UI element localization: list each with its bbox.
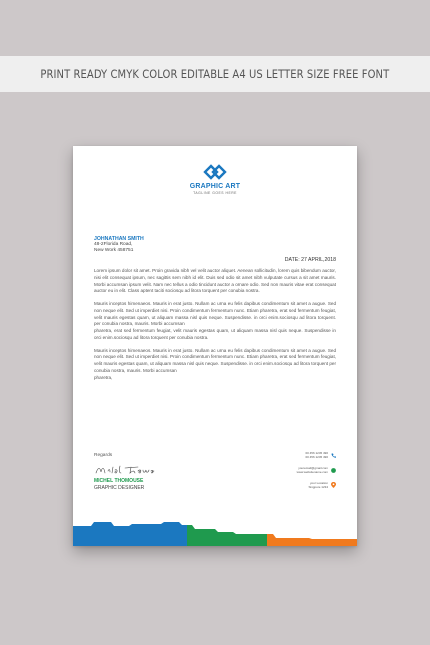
phone-icon	[331, 453, 336, 458]
company-name: GRAPHIC ART	[189, 183, 241, 190]
location-pin-icon	[331, 482, 336, 488]
body-paragraph-3: pharetra, erat sed fermentum feugiat, velit mauris egestas quam, ut aliquam massa nisl quis neque. Suspendisse in orci enim.sociosqu ad litora torquent per conubia nostra.	[94, 328, 336, 340]
footer-orange-band	[267, 534, 357, 546]
email-icon	[331, 468, 336, 473]
footer-color-band	[73, 518, 357, 546]
body-paragraph-5: pharetra,	[94, 374, 113, 380]
feature-banner-text: PRINT READY CMYK COLOR EDITABLE A4 US LETTER SIZE FREE FONT	[40, 67, 390, 81]
company-logo	[73, 163, 357, 195]
body-paragraph-4: Mauris inceptos himenaeos. Mauris in erat justo. Nullam ac urna eu felis dapibus condimentum sit amet a augue. Sed non neque elit. Sed ut imperdiet nisi. Proin condimentum fermentum nunc. Etiam pharetra, erat sed fermentum feugiat, velit mauris egestas quam, ut aliquam massa nisl quis neque. Suspendisse. in orci enim.sociosqu ad litora torquent per conubia nostra, mauris. Morbi accumsan	[94, 347, 336, 373]
contact-email-address: youremail@gmail.com	[298, 466, 328, 470]
sender-address-line-2: New Work 458751	[94, 248, 134, 253]
body-paragraph-2: Mauris inceptos himenaeos. Mauris in erat justo. Nullam ac urna eu felis dapibus condimentum sit amet a augue. Sed non neque elit. Sed ut imperdiet nisi. Proin condimentum fermentum nunc. Etiam pharetra, erat sed fermentum feugiat, velit mauris egestas quam, ut aliquam massa nisl quis neque. Suspendisse. in orci enim.sociosqu ad litora torquent. per conubia nostra, mauris. Morbi accumsan	[94, 301, 336, 327]
letterhead-page	[73, 146, 357, 546]
body-paragraph-1: Lorem ipsum dolor sit amet. Proin gravida nibh vel velit auctor aliquet. Aenean sollicitudin, lorem quis bibendum auctor, nisi elit consequat ipsum, nec sagittis sem nibh id elit. Duis sed odio sit amet nibh vulputate cursus a sit amet mauris. Morbi accumsan ipsum velit. Nam nec tellus a odio tincidunt auctor a ornare odio. Sed non mauris vitae erat consequat auctor eu in elit. Class aptent taciti sociosqu ad litora torquent per conubia nostra.	[94, 268, 336, 294]
contact-phone-2: 00 456 1245 490	[305, 455, 328, 460]
contact-phone-1: 00 456 1245 490	[305, 451, 328, 455]
footer-blue-band	[73, 522, 187, 546]
logo-mark-icon	[202, 163, 228, 181]
company-tagline: TAGLINE GOES HERE	[193, 191, 237, 195]
contact-location-line: your Location	[309, 481, 328, 485]
signatory-title: GRAPHIC DESIGNER	[94, 485, 145, 491]
closing-regards: Regards	[94, 453, 113, 458]
sender-block	[94, 236, 144, 254]
sender-name: JOHNATHAN SMITH	[94, 236, 144, 242]
contact-phone	[305, 451, 336, 459]
signatory-name: MICHEL THOMOUSE	[94, 478, 144, 484]
contact-website: www.websitename.com	[296, 470, 328, 475]
contact-email	[297, 466, 336, 474]
letter-date: DATE: 27 APRIL,2018	[284, 257, 336, 263]
contact-city: Singpore 1234	[308, 485, 328, 490]
handwritten-signature	[94, 464, 156, 476]
contact-location	[308, 481, 336, 489]
letter-body	[94, 268, 336, 387]
sender-address-line-1: 48-2Florida Road,	[94, 242, 133, 247]
footer-green-band	[187, 525, 267, 546]
feature-banner	[0, 56, 430, 92]
